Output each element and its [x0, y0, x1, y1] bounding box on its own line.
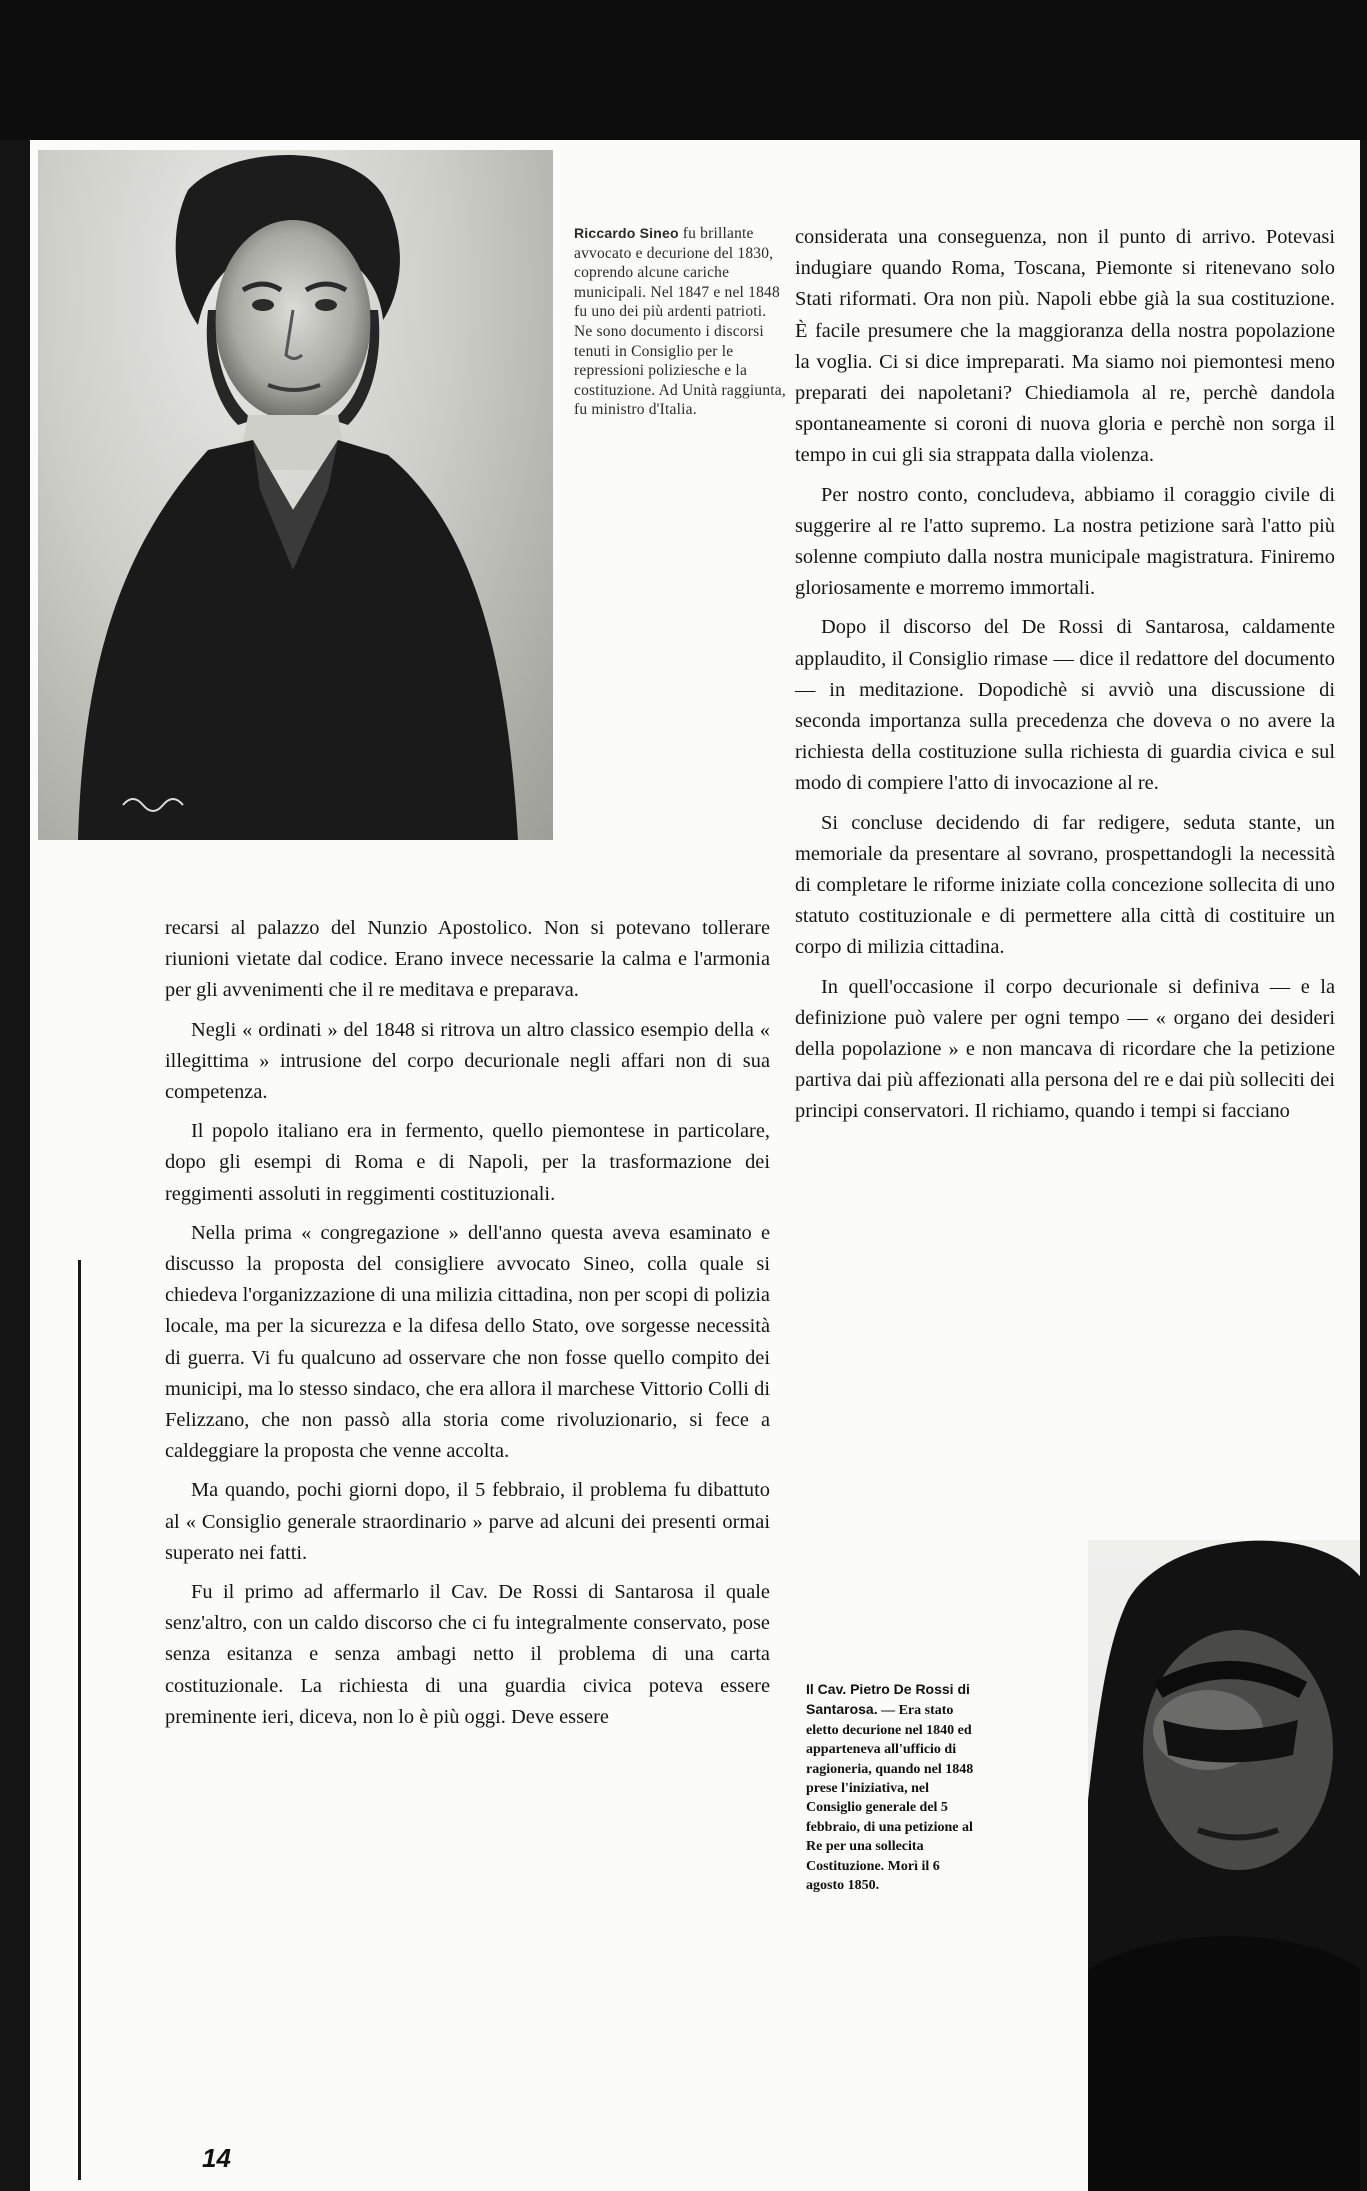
text-column-right: [795, 222, 1335, 1136]
portrait-illustration: [38, 150, 553, 840]
caption-pietro-de-rossi: [806, 1680, 981, 1895]
portrait-riccardo-sineo: [38, 150, 553, 840]
paragraph: Dopo il discorso del De Rossi di Santarosa, caldamente applaudito, il Consiglio rimase — dice il redattore del documento — in meditazione. Dopodichè si avviò una discussione di seconda importanza sulla precedenza che doveva o no avere la richiesta della costituzione sulla richiesta di guardia civica e sul modo di compiere l'atto di invocazione al re.: [795, 616, 1335, 795]
page: [30, 140, 1360, 2191]
paragraph: Negli « ordinati » del 1848 si ritrova un altro classico esempio della « illegittima » intrusione del corpo decurionale negli affari non di sua competenza.: [165, 1018, 770, 1104]
paragraph: In quell'occasione il corpo decurionale si definiva — e la definizione può valere per ogni tempo — « organo dei desideri della popolazione » e non mancava di ricordare che la petizione partiva dai più affezionati alla persona del re e dai più solleciti dei principi conservatori. Il richiamo, quando i tempi si facciano: [795, 975, 1335, 1123]
portrait-pietro-de-rossi: [1088, 1540, 1360, 2191]
paragraph: Per nostro conto, concludeva, abbiamo il coraggio civile di suggerire al re l'atto supremo. La nostra petizione sarà l'atto più solenne compiuto dalla nostra municipale magistratura. Finiremo gloriosamente e morremo immortali.: [795, 483, 1335, 600]
text-column-left: [165, 913, 770, 1741]
page-number: 14: [202, 2143, 231, 2173]
caption-name: Il Cav. Pietro De Rossi di Santarosa.: [806, 1681, 970, 1718]
caption-text: fu brillante avvocato e decurione del 1830, coprendo alcune cariche municipali. Nel 1847 e nel 1848 fu uno dei più ardenti patrioti. Ne sono documento i discorsi tenuti in Consiglio per le repressioni poliziesche e la costituzione. Ad Unità raggiunta, fu ministro d'Italia.: [574, 225, 786, 419]
portrait-photo: [1088, 1540, 1360, 2191]
scan-edge-top: [0, 0, 1367, 140]
paragraph: Ma quando, pochi giorni dopo, il 5 febbraio, il problema fu dibattuto al « Consiglio generale straordinario » parve ad alcuni dei presenti ormai superato nei fatti.: [165, 1479, 770, 1564]
paragraph: Nella prima « congregazione » dell'anno questa aveva esaminato e discusso la proposta del consigliere avvocato Sineo, colla quale si chiedeva l'organizzazione di una milizia cittadina, non per scopi di polizia locale, ma per la sicurezza e la difesa dello Stato, ove sorgesse necessità di guerra. Vi fu qualcuno ad osservare che non fosse quello compito dei municipi, ma lo stesso sindaco, che era allora il marchese Vittorio Colli di Felizzano, che non passò alla storia come rivoluzionario, si fece a caldeggiare la proposta che venne accolta.: [165, 1221, 770, 1463]
paragraph: Fu il primo ad affermarlo il Cav. De Rossi di Santarosa il quale senz'altro, con un caldo discorso che ci fu integralmente conservato, pose senza esitanza e senza ambagi netto il problema di una carta costituzionale. La richiesta di una guardia civica poteva essere preminente ieri, diceva, non lo è più oggi. Deve essere: [165, 1581, 770, 1728]
paragraph: recarsi al palazzo del Nunzio Apostolico. Non si potevano tollerare riunioni vietate dal codice. Erano invece necessarie la calma e l'armonia per gli avvenimenti che il re meditava e preparava.: [165, 917, 770, 1002]
caption-name: Riccardo Sineo: [574, 225, 679, 241]
caption-riccardo-sineo: [574, 224, 786, 420]
paragraph: Il popolo italiano era in fermento, quello piemontese in particolare, dopo gli esempi di Roma e di Napoli, per la trasformazione dei reggimenti assoluti in reggimenti costituzionali.: [165, 1120, 770, 1205]
scan-edge-left: [0, 0, 30, 2191]
margin-rule: [78, 1260, 81, 2180]
caption-text: — Era stato eletto decurione nel 1840 ed apparteneva all'ufficio di ragioneria, quando nel 1848 prese l'iniziativa, nel Consiglio generale del 5 febbraio, di una petizione al Re per una sollecita Costituzione. Morì il 6 agosto 1850.: [806, 1703, 974, 1894]
paragraph: Si concluse decidendo di far redigere, seduta stante, un memoriale da presentare al sovrano, prospettandogli la necessità di completare le riforme iniziate colla concezione sollecita di uno statuto costituzionale e di permettere alla città di costituire un corpo di milizia cittadina.: [795, 811, 1335, 959]
paragraph: considerata una conseguenza, non il punto di arrivo. Potevasi indugiare quando Roma, Toscana, Piemonte si ritenevano solo Stati riformati. Ora non più. Napoli ebbe già la sua costituzione. È facile presumere che la maggioranza della nostra popolazione la voglia. Ci si dice impreparati. Ma siamo noi piemontesi meno preparati dei napoletani? Chiediamola al re, perchè dandola spontaneamente si coroni di nuova gloria e perchè non sorga il tempo in cui gli sia strappata dalla violenza.: [795, 226, 1335, 467]
